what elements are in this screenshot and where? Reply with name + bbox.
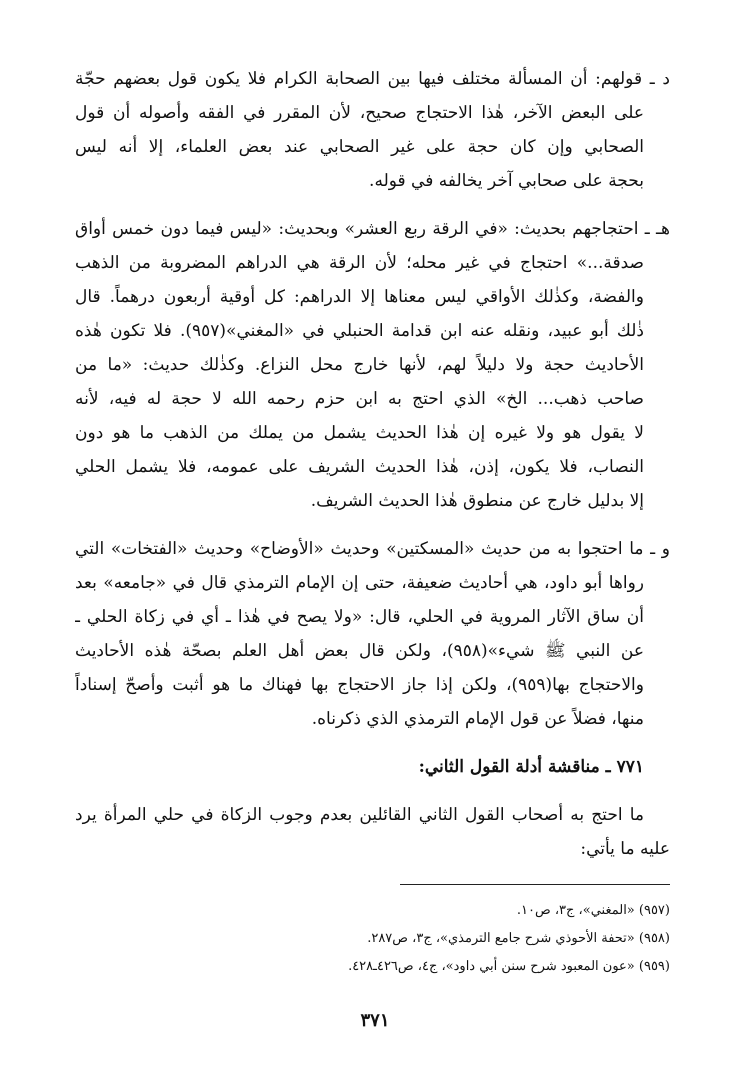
section-771 bbox=[75, 750, 670, 784]
text-line: بحجة على صحابي آخر يخالفه في قوله. bbox=[369, 171, 644, 191]
text-line: لا يقول هو ولا غيره إن هٰذا الحديث يشمل من يملك من الذهب ما هو دون bbox=[75, 423, 644, 443]
text-line: هـ ـ احتجاجهم بحديث: «في الرقة ربع العشر» وبحديث: «ليس فيما دون خمس أواق bbox=[75, 219, 670, 239]
page-number: ٣٧١ bbox=[360, 1010, 390, 1031]
page-body bbox=[75, 62, 670, 981]
text-line: الأحاديث حجة ولا دليلاً لهم، لأنها خارج محل النزاع. وكذٰلك حديث: «ما من bbox=[75, 355, 644, 375]
section-heading: ٧٧١ ـ مناقشة أدلة القول الثاني: bbox=[418, 757, 644, 777]
footnote-957: (٩٥٧) «المغني»، ج٣، ص١٠. bbox=[516, 903, 670, 918]
footnote-divider bbox=[400, 884, 670, 885]
text-line: إلا بدليل خارج عن منطوق هٰذا الحديث الشريف. bbox=[310, 491, 644, 511]
paragraph-d bbox=[75, 62, 670, 198]
text-line: منها، فضلاً عن قول الإمام الترمذي الذي ذكرناه. bbox=[311, 709, 644, 729]
text-line: ما احتج به أصحاب القول الثاني القائلين بعدم وجوب الزكاة في حلي المرأة يرد bbox=[75, 805, 644, 825]
paragraph-final bbox=[75, 798, 670, 866]
footnote-958: (٩٥٨) «تحفة الأحوذي شرح جامع الترمذي»، ج٣، ص٢٨٧. bbox=[367, 931, 670, 946]
text-line: والاحتجاج بها(٩٥٩)، ولكن إذا جاز الاحتجاج بها فهناك ما هو أثبت وأصحّ إسناداً bbox=[75, 675, 644, 695]
text-line: صدقة...» احتجاج في غير محله؛ لأن الرقة هي الدراهم المضروبة من الذهب bbox=[75, 253, 644, 273]
paragraph-w bbox=[75, 532, 670, 736]
text-line: د ـ قولهم: أن المسألة مختلف فيها بين الصحابة الكرام فلا يكون قول بعضهم حجّة bbox=[75, 69, 670, 89]
text-line: على البعض الآخر، هٰذا الاحتجاج صحيح، لأن المقرر في الفقه وأصوله أن قول bbox=[75, 103, 644, 123]
footnotes bbox=[75, 897, 670, 981]
paragraph-h bbox=[75, 212, 670, 518]
text-line: رواها أبو داود، هي أحاديث ضعيفة، حتى إن الإمام الترمذي قال في «جامعه» بعد bbox=[75, 573, 644, 593]
text-line: النصاب، فلا يكون، إذن، هٰذا الحديث الشريف على عمومه، فلا يشمل الحلي bbox=[75, 457, 644, 477]
text-line: ذٰلك أبو عبيد، ونقله عنه ابن قدامة الحنبلي في «المغني»(٩٥٧). فلا تكون هٰذه bbox=[75, 321, 645, 341]
text-line: والفضة، وكذٰلك الأواقي ليس معناها إلا الدراهم: كل أوقية أربعون درهماً. قال bbox=[75, 287, 644, 307]
text-line: و ـ ما احتجوا به من حديث «المسكتين» وحديث «الأوضاح» وحديث «الفتخات» التي bbox=[75, 539, 670, 559]
text-line: صاحب ذهب... الخ» الذي احتج به ابن حزم رحمه الله لا حجة له فيه، لأنه bbox=[75, 389, 644, 409]
text-line: عليه ما يأتي: bbox=[580, 839, 670, 859]
text-line: الصحابي وإن كان حجة على غير الصحابي عند بعض العلماء، إلا أنه ليس bbox=[75, 137, 644, 157]
footnote-959: (٩٥٩) «عون المعبود شرح سنن أبي داود»، ج٤، ص٤٢٦ـ٤٢٨. bbox=[348, 959, 670, 974]
text-line: أن ساق الآثار المروية في الحلي، قال: «ولا يصح في هٰذا ـ أي في زكاة الحلي ـ bbox=[75, 607, 644, 627]
text-line: عن النبي ﷺ شيء»(٩٥٨)، ولكن قال بعض أهل العلم بصحّة هٰذه الأحاديث bbox=[75, 641, 644, 661]
